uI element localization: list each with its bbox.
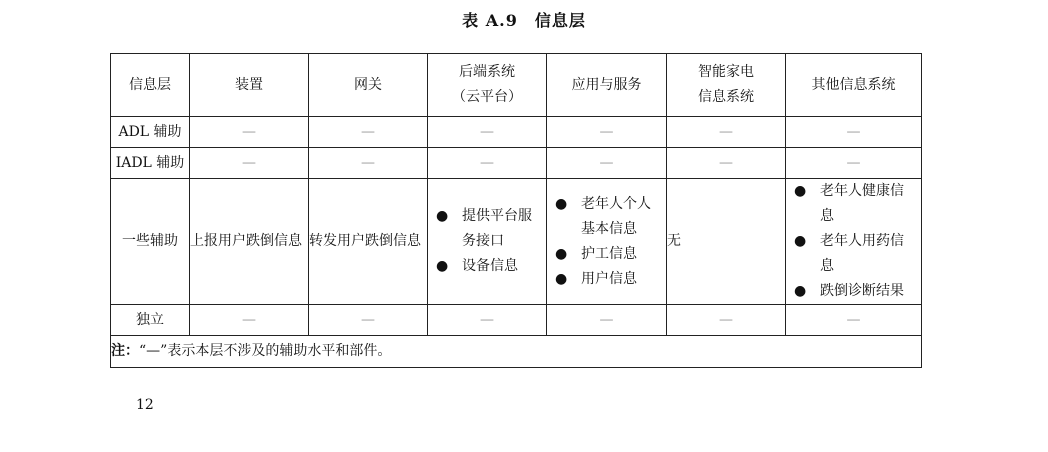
header-cell: 装置	[190, 54, 309, 117]
list-item	[794, 179, 915, 229]
empty-dash: —	[786, 148, 922, 179]
list-item	[436, 254, 540, 279]
bullet-icon: ●	[555, 195, 568, 212]
list-item-text: 老年人用药信息	[820, 233, 904, 274]
bullet-icon: ●	[794, 233, 807, 249]
empty-dash: —	[786, 305, 922, 336]
list-item-text: 老年人健康信息	[820, 183, 904, 224]
empty-dash: —	[428, 117, 547, 148]
row-label: IADL 辅助	[111, 148, 190, 179]
header-cell: 信息层	[111, 54, 190, 117]
bullet-icon: ●	[555, 270, 568, 287]
bullet-icon: ●	[436, 258, 449, 274]
note-cell	[111, 336, 922, 368]
list-item	[794, 279, 915, 304]
header-cell: 其他信息系统	[786, 54, 922, 117]
table-row-independent	[111, 305, 922, 336]
bullet-icon: ●	[555, 245, 568, 262]
empty-dash: —	[547, 305, 667, 336]
empty-dash: —	[786, 117, 922, 148]
header-row	[111, 54, 922, 117]
row-label: 一些辅助	[111, 179, 190, 305]
empty-dash: —	[190, 117, 309, 148]
header-cell: 应用与服务	[547, 54, 667, 117]
bullet-list	[547, 192, 666, 292]
empty-dash: —	[667, 305, 786, 336]
bullet-list	[428, 204, 546, 279]
list-item-text: 用户信息	[581, 270, 637, 287]
header-cell: 后端系统 （云平台）	[428, 54, 547, 117]
apps-cell	[547, 179, 667, 305]
info-layer-table	[110, 53, 922, 368]
bullet-icon: ●	[436, 208, 449, 224]
list-item-text: 设备信息	[462, 258, 518, 274]
empty-dash: —	[667, 117, 786, 148]
empty-dash: —	[190, 148, 309, 179]
empty-dash: —	[309, 148, 428, 179]
list-item-text: 护工信息	[581, 245, 637, 262]
empty-dash: —	[428, 305, 547, 336]
note-label: 注：	[111, 343, 139, 359]
note-row	[111, 336, 922, 368]
table-row-some-assist	[111, 179, 922, 305]
appliance-cell: 无	[667, 179, 786, 305]
bullet-icon: ●	[794, 183, 807, 199]
bullet-icon: ●	[794, 283, 807, 299]
table-title: 表 A.9 信息层	[462, 11, 586, 30]
list-item-text: 提供平台服务接口	[462, 208, 532, 249]
row-label: 独立	[111, 305, 190, 336]
empty-dash: —	[547, 117, 667, 148]
list-item-text: 跌倒诊断结果	[820, 283, 904, 299]
empty-dash: —	[309, 117, 428, 148]
list-item	[555, 267, 660, 292]
empty-dash: —	[190, 305, 309, 336]
bullet-list	[786, 179, 921, 304]
gateway-cell: 转发用户跌倒信息	[309, 179, 428, 305]
list-item	[794, 229, 915, 279]
page-number: 12	[136, 397, 154, 413]
device-cell: 上报用户跌倒信息	[190, 179, 309, 305]
empty-dash: —	[309, 305, 428, 336]
empty-dash: —	[547, 148, 667, 179]
note-text: “—”表示本层不涉及的辅助水平和部件。	[139, 343, 392, 359]
row-label: ADL 辅助	[111, 117, 190, 148]
list-item	[555, 242, 660, 267]
header-cell: 智能家电 信息系统	[667, 54, 786, 117]
header-cell: 网关	[309, 54, 428, 117]
list-item	[555, 192, 660, 242]
list-item-text: 老年人个人基本信息	[581, 195, 651, 237]
empty-dash: —	[667, 148, 786, 179]
table-row-iadl	[111, 148, 922, 179]
empty-dash: —	[428, 148, 547, 179]
table-row-adl	[111, 117, 922, 148]
backend-cell	[428, 179, 547, 305]
list-item	[436, 204, 540, 254]
other-cell	[786, 179, 922, 305]
